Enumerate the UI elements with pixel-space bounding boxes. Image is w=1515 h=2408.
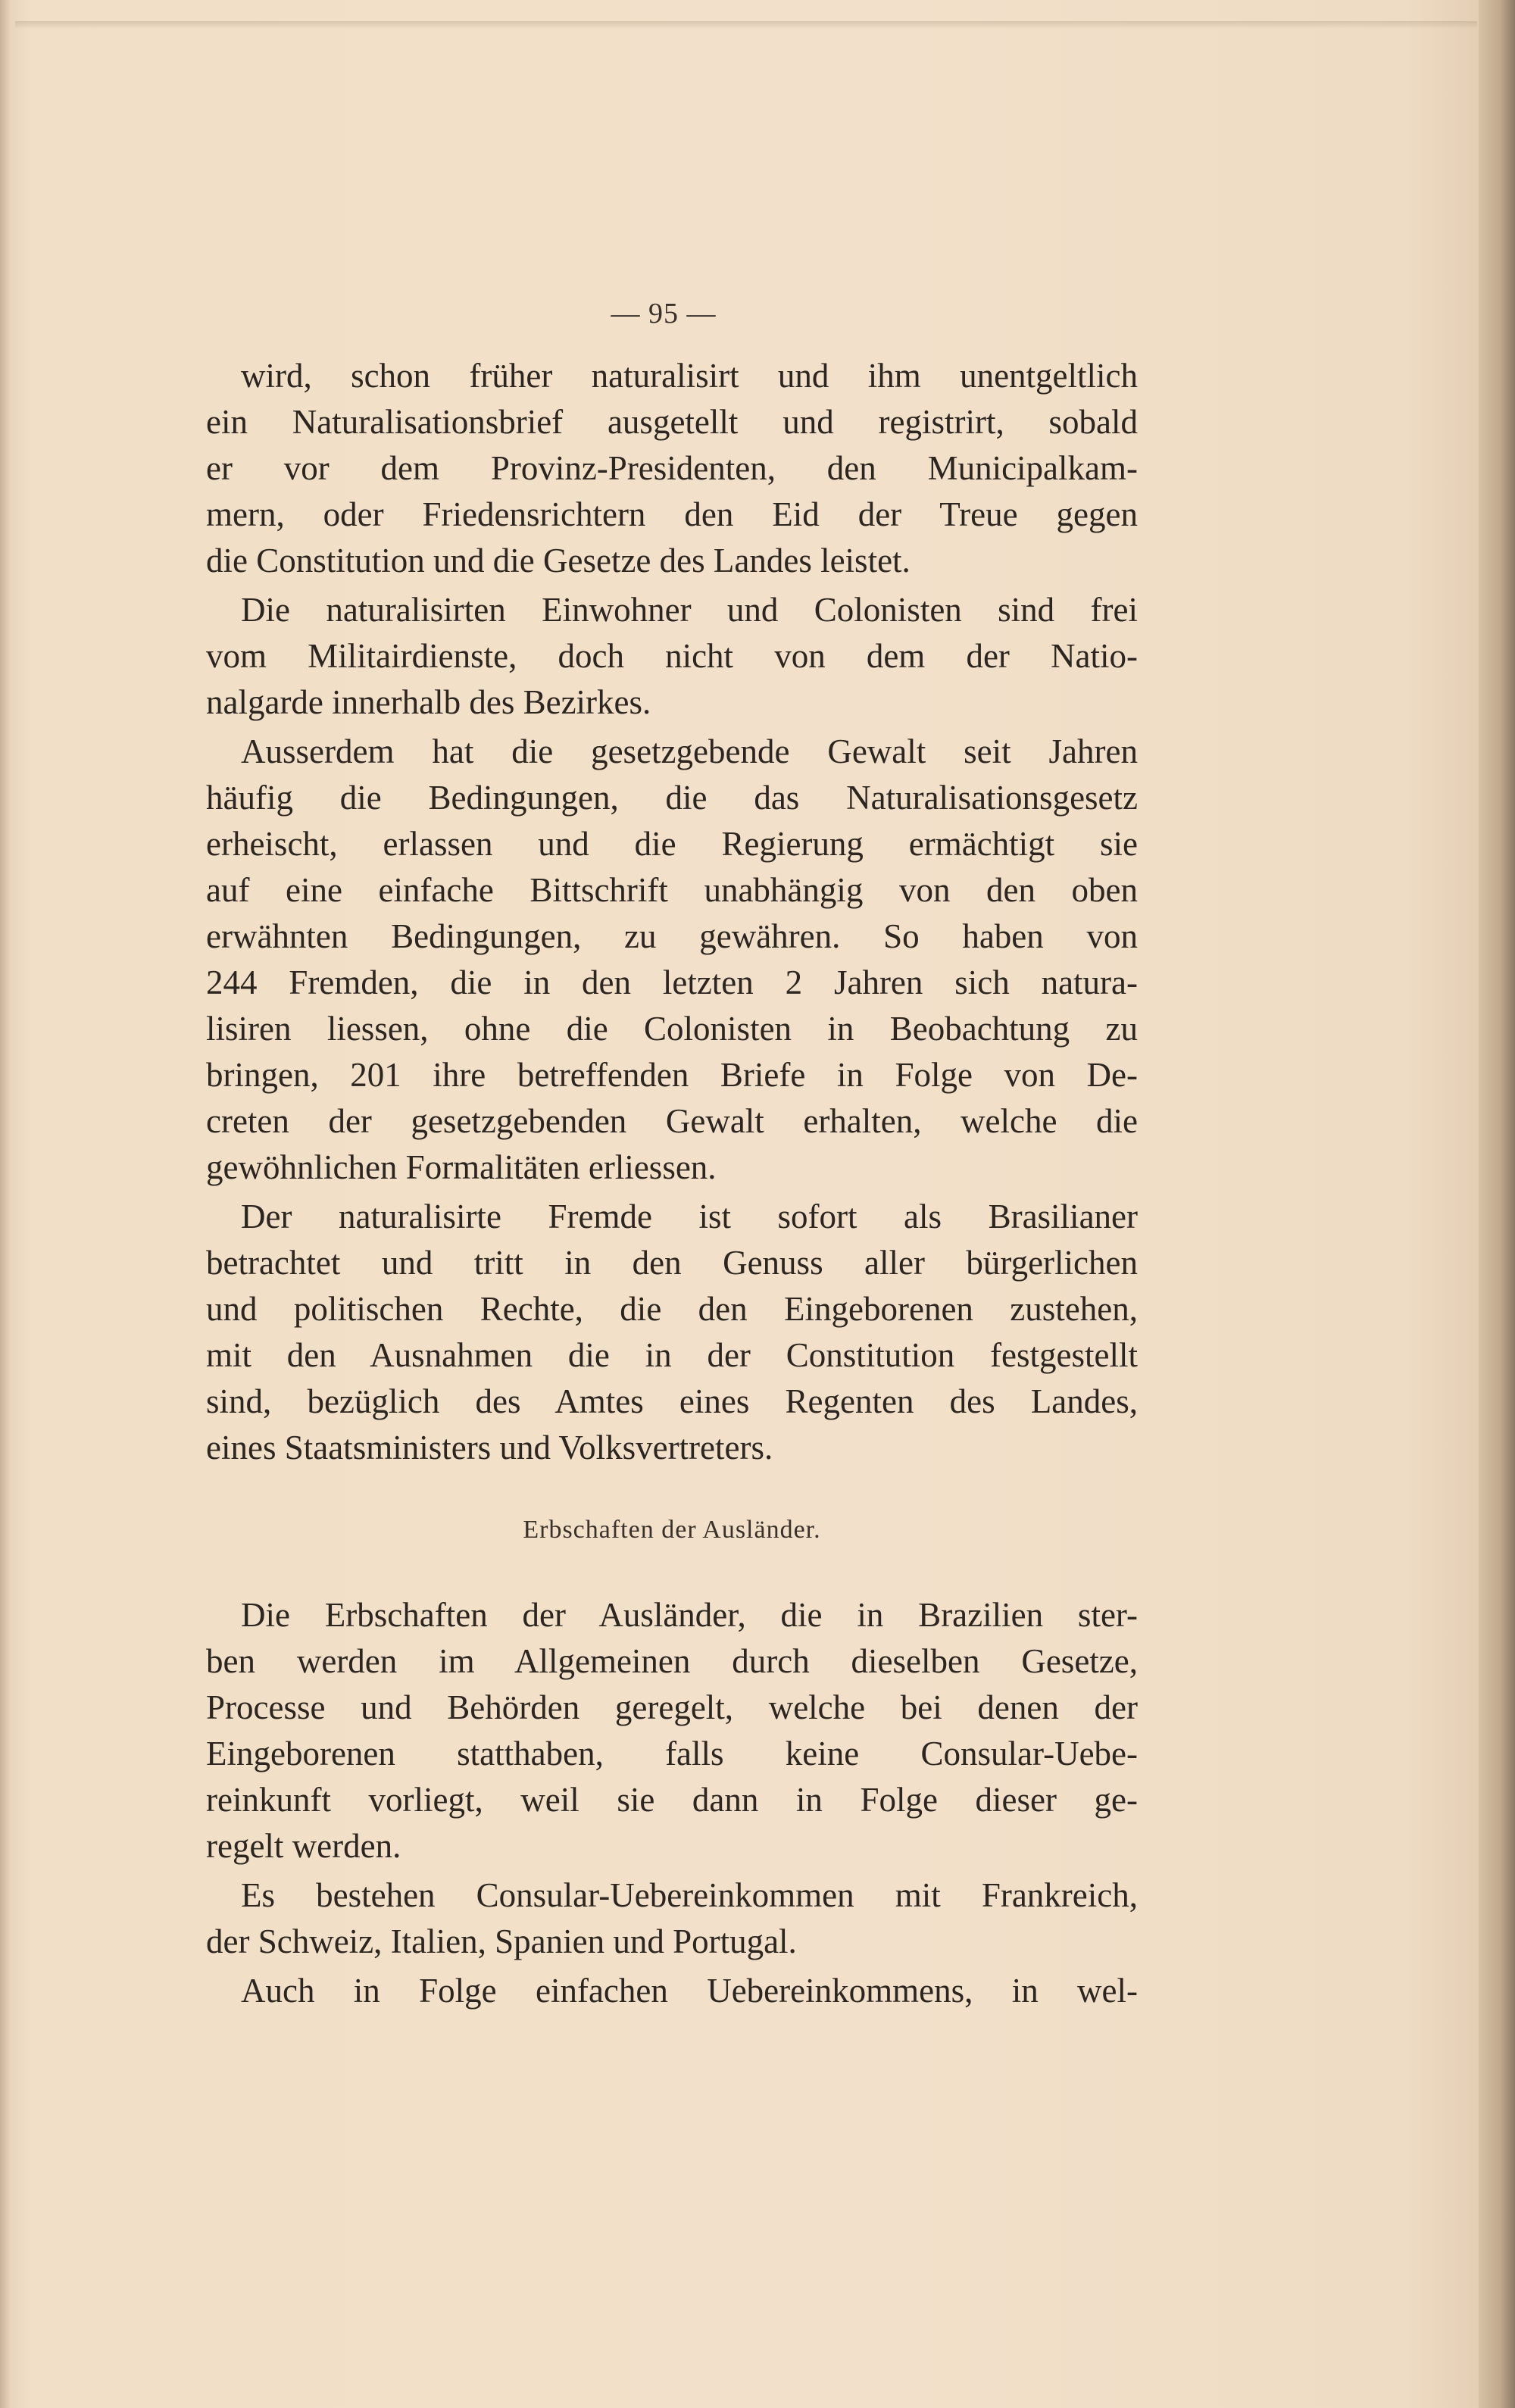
text-line: betrachtet und tritt in den Genuss aller bürgerlichen <box>206 1244 1138 1282</box>
text-line: der Schweiz, Italien, Spanien und Portugal. <box>206 1922 797 1960</box>
text-line: Ausserdem hat die gesetzgebende Gewalt seit Jahren <box>241 732 1138 770</box>
paragraph <box>206 729 1138 1191</box>
text-line: Die Erbschaften der Ausländer, die in Brazilien ster- <box>241 1596 1138 1634</box>
text-line: regelt werden. <box>206 1827 401 1865</box>
text-line: reinkunft vorliegt, weil sie dann in Folge dieser ge- <box>206 1781 1138 1819</box>
page-top-shadow <box>15 21 1477 29</box>
text-line: 244 Fremden, die in den letzten 2 Jahren sich natura- <box>206 964 1138 1001</box>
text-line: Eingeborenen statthaben, falls keine Consular-Uebe- <box>206 1735 1138 1772</box>
text-line: erwähnten Bedingungen, zu gewähren. So haben von <box>206 917 1138 955</box>
paragraphs-after-heading <box>206 1592 1138 2014</box>
page-edge <box>1479 0 1515 2408</box>
text-line: sind, bezüglich des Amtes eines Regenten des Landes, <box>206 1382 1138 1420</box>
text-line: creten der gesetzgebenden Gewalt erhalten, welche die <box>206 1102 1138 1140</box>
page-number: — 95 — <box>611 298 717 329</box>
text-line: erheischt, erlassen und die Regierung ermächtigt sie <box>206 825 1138 863</box>
paragraph <box>206 1194 1138 1471</box>
text-line: Es bestehen Consular-Uebereinkommen mit Frankreich, <box>241 1876 1138 1914</box>
text-line: auf eine einfache Bittschrift unabhängig von den oben <box>206 871 1138 909</box>
text-line: die Constitution und die Gesetze des Landes leistet. <box>206 542 911 579</box>
text-line: Die naturalisirten Einwohner und Colonisten sind frei <box>241 591 1138 629</box>
body-text <box>206 353 1138 2017</box>
text-line: mern, oder Friedensrichtern den Eid der Treue gegen <box>206 495 1138 533</box>
text-line: vom Militairdienste, doch nicht von dem der Natio- <box>206 637 1138 675</box>
text-line: wird, schon früher naturalisirt und ihm unentgeltlich <box>241 357 1138 395</box>
paragraph <box>206 1872 1138 1965</box>
text-line: ben werden im Allgemeinen durch dieselben Gesetze, <box>206 1642 1138 1680</box>
text-line: häufig die Bedingungen, die das Naturalisationsgesetz <box>206 779 1138 817</box>
text-line: gewöhnlichen Formalitäten erliessen. <box>206 1148 717 1186</box>
text-line: lisiren liessen, ohne die Colonisten in Beobachtung zu <box>206 1010 1138 1048</box>
paragraph <box>206 353 1138 584</box>
paragraph <box>206 1592 1138 1869</box>
text-line: Processe und Behörden geregelt, welche bei denen der <box>206 1688 1138 1726</box>
text-line: eines Staatsministers und Volksvertreters. <box>206 1429 773 1466</box>
text-line: ein Naturalisationsbrief ausgetellt und registrirt, sobald <box>206 403 1138 441</box>
section-heading: Erbschaften der Ausländer. <box>523 1516 821 1544</box>
text-line: nalgarde innerhalb des Bezirkes. <box>206 683 651 721</box>
paragraph <box>206 587 1138 726</box>
text-line: mit den Ausnahmen die in der Constitution festgestellt <box>206 1336 1138 1374</box>
text-line: Der naturalisirte Fremde ist sofort als Brasilianer <box>241 1198 1138 1235</box>
text-line: bringen, 201 ihre betreffenden Briefe in Folge von De- <box>206 1056 1138 1094</box>
text-line: er vor dem Provinz-Presidenten, den Municipalkam- <box>206 449 1138 487</box>
paragraphs-before-heading <box>206 353 1138 1471</box>
paragraph <box>206 1968 1138 2014</box>
text-line: Auch in Folge einfachen Uebereinkommens, in wel- <box>241 1972 1138 2010</box>
text-line: und politischen Rechte, die den Eingeborenen zustehen, <box>206 1290 1138 1328</box>
